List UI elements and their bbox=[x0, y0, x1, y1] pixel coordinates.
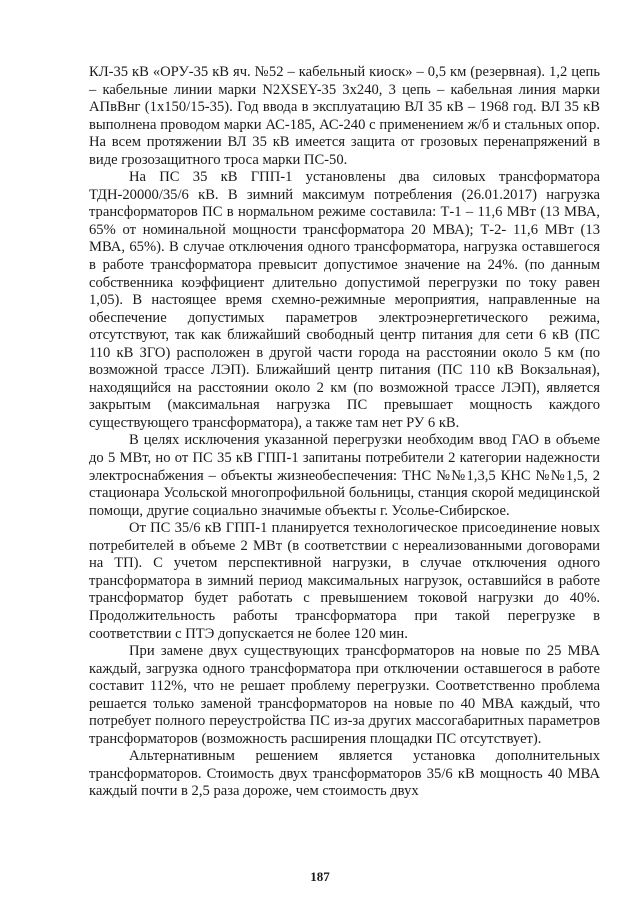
paragraph-1: КЛ-35 кВ «ОРУ-35 кВ яч. №52 – кабельный киоск» – 0,5 км (резервная). 1,2 цепь – кабельные линии марки N2XSEY-35 3х240, 3 цепь – кабельная линия марки АПвВнг (1х150/15-35). Год ввода в эксплуатацию ВЛ 35 кВ – 1968 год. ВЛ 35 кВ выполнена проводом марки АС-185, АС-240 с применением ж/б и стальных опор. На всем протяжении ВЛ 35 кВ имеется защита от грозовых перенапряжений в виде грозозащитного троса марки ПС-50. bbox=[89, 64, 600, 168]
paragraph-4: От ПС 35/6 кВ ГПП-1 планируется технологическое присоединение новых потребителей в объеме 2 МВт (в соответствии с нереализованными договорами на ТП). С учетом перспективной нагрузки, в случае отключения одного трансформатора в зимний период максимальных нагрузок, оставшийся в работе трансформатор будет работать с превышением токовой нагрузки до 40%. Продолжительность работы трансформатора при такой перегрузке в соответствии с ПТЭ допускается не более 120 мин. bbox=[89, 520, 600, 642]
page-number: 187 bbox=[310, 869, 330, 884]
paragraph-5: При замене двух существующих трансформаторов на новые по 25 МВА каждый, загрузка одного трансформатора при отключении оставшегося в работе составит 112%, что не решает проблему перегрузки. Соответственно проблема решается только заменой трансформаторов на новые по 40 МВА каждый, что потребует полного переустройства ПС из-за других массогабаритных параметров трансформаторов (возможность расширения площадки ПС отсутствует). bbox=[89, 643, 600, 747]
body-text bbox=[89, 64, 600, 801]
paragraph-6: Альтернативным решением является установка дополнительных трансформаторов. Стоимость двух трансформаторов 35/6 кВ мощность 40 МВА каждый почти в 2,5 раза дороже, чем стоимость двух bbox=[89, 748, 600, 800]
paragraph-3: В целях исключения указанной перегрузки необходим ввод ГАО в объеме до 5 МВт, но от ПС 35 кВ ГПП-1 запитаны потребители 2 категории надежности электроснабжения – объекты жизнеобеспечения: ТНС №№1,3,5 КНС №№1,5, 2 стационара Усольской многопрофильной больницы, станция скорой медицинской помощи, другие социально значимые объекты г. Усолье-Сибирское. bbox=[89, 432, 600, 519]
paragraph-2: На ПС 35 кВ ГПП-1 установлены два силовых трансформатора ТДН-20000/35/6 кВ. В зимний максимум потребления (26.01.2017) нагрузка трансформаторов ПС в нормальном режиме составила: Т-1 – 11,6 МВт (13 МВА, 65% от номинальной мощности трансформатора 20 МВА); Т-2- 11,6 МВт (13 МВА, 65%). В случае отключения одного трансформатора, нагрузка оставшегося в работе трансформатора превысит допустимое значение на 24%. (по данным собственника коэффициент длительно допустимой перегрузки по току равен 1,05). В настоящее время схемно-режимные мероприятия, направленные на обеспечение допустимых параметров электроэнергетического режима, отсутствуют, так как ближайший свободный центр питания для сети 6 кВ (ПС 110 кВ ЗГО) расположен в другой части города на расстоянии около 5 км (по возможной трассе ЛЭП). Ближайший центр питания (ПС 110 кВ Вокзальная), находящийся на расстоянии около 2 км (по возможной трассе ЛЭП), является закрытым (максимальная нагрузка ПС превышает мощность каждого существующего трансформатора), а также там нет РУ 6 кВ. bbox=[89, 169, 600, 431]
